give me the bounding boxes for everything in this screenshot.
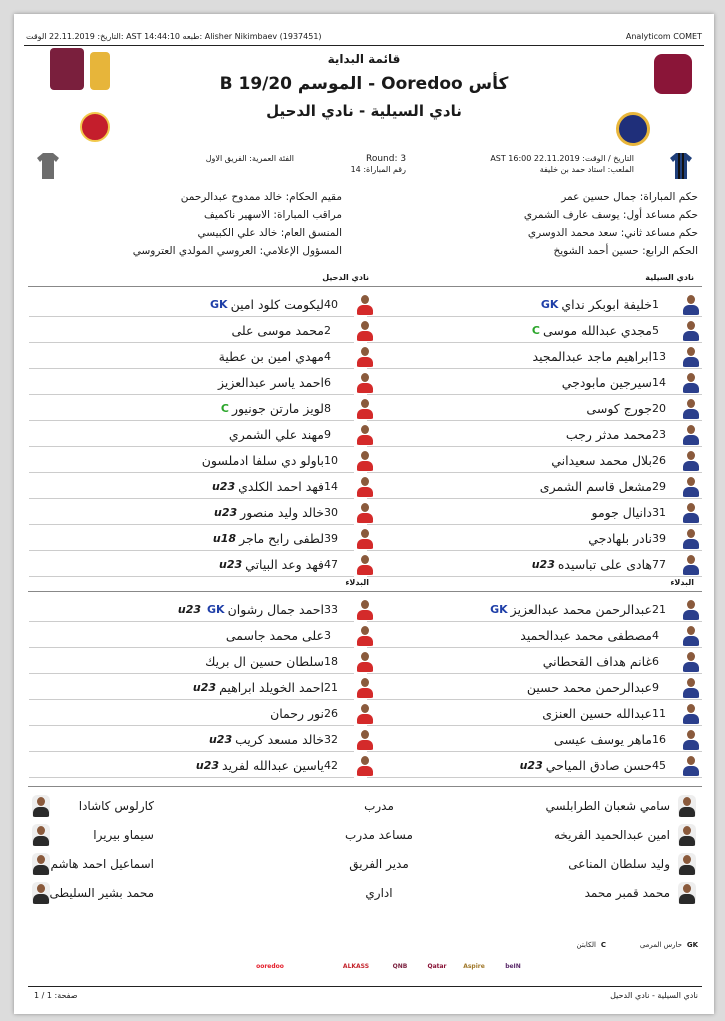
player-photo <box>356 754 374 776</box>
sponsor-ooredoo: ooredoo <box>256 962 284 970</box>
staff-role: اداري <box>365 886 393 900</box>
staff-photo <box>32 824 50 846</box>
home-player-row <box>370 343 700 369</box>
player-photo <box>682 553 700 575</box>
player-name: حسن صادق المياحي <box>545 757 652 773</box>
age-category: الفئة العمرية: الفريق الاول <box>205 154 294 163</box>
home-player-row <box>370 551 700 577</box>
player-photo <box>356 293 374 315</box>
doc-title: قائمة البداية <box>327 52 401 66</box>
shirt-number: 11 <box>652 706 666 720</box>
player-name: ياسين عبدالله لفريد <box>222 757 324 773</box>
player-photo <box>356 702 374 724</box>
player-photo <box>682 293 700 315</box>
home-player-row <box>370 525 700 551</box>
app-name: Analyticom COMET <box>625 32 702 41</box>
player-name: احمد الخويلد ابراهيم <box>219 679 324 695</box>
away-player-row <box>44 343 374 369</box>
player-name: فهد وعد البياتي <box>245 556 324 572</box>
shirt-number: 45 <box>652 758 666 772</box>
player-photo <box>682 754 700 776</box>
away-kit-icon <box>36 152 60 180</box>
shirt-number: 26 <box>652 453 666 467</box>
shirt-number: 39 <box>652 531 666 545</box>
home-player-row <box>370 674 700 700</box>
player-name: سلطان حسين ال بريك <box>205 653 324 669</box>
page-number: صفحة: 1 / 1 <box>34 991 78 1000</box>
player-name: فهد احمد الكلدي <box>238 478 324 494</box>
shirt-number: 39 <box>324 531 338 545</box>
player-photo <box>356 345 374 367</box>
player-photo <box>356 527 374 549</box>
player-name: عبدالرحمن محمد عبدالعزيز <box>510 601 652 617</box>
staff-role: مساعد مدرب <box>345 828 413 842</box>
away-staff-name: اسماعيل احمد هاشم <box>50 857 154 871</box>
player-photo <box>682 676 700 698</box>
shirt-number: 40 <box>324 297 338 311</box>
player-name: عبدالرحمن محمد حسين <box>526 679 652 695</box>
home-player-row <box>370 421 700 447</box>
match-round: Round: 3 <box>366 154 407 164</box>
home-staff-name: محمد قمبر محمد <box>584 886 670 900</box>
player-name: على محمد جاسمى <box>225 627 324 643</box>
player-name: باولو دي سلفا ادملسون <box>201 452 324 468</box>
captain-badge: C <box>220 401 229 415</box>
home-staff-name: سامي شعبان الطرابلسي <box>545 799 670 813</box>
player-photo <box>682 475 700 497</box>
shirt-number: 32 <box>324 732 338 746</box>
age-badge: u23 <box>531 557 555 571</box>
player-photo <box>682 702 700 724</box>
shirt-number: 14 <box>652 375 666 389</box>
home-player-row <box>370 622 700 648</box>
age-badge: u23 <box>519 758 543 772</box>
player-name: غانم هداف القحطاني <box>542 653 652 669</box>
away-player-row <box>44 317 374 343</box>
match-number: رقم المباراة: 14 <box>350 165 406 174</box>
shirt-number: 31 <box>652 505 666 519</box>
goalkeeper-badge: GK <box>210 297 228 311</box>
player-photo <box>682 449 700 471</box>
age-badge: u23 <box>214 505 238 519</box>
home-player-row <box>370 291 700 317</box>
shirt-number: 33 <box>324 602 338 616</box>
player-photo <box>356 624 374 646</box>
player-photo <box>356 553 374 575</box>
shirt-number: 10 <box>324 453 338 467</box>
away-player-row <box>44 648 374 674</box>
age-badge: u23 <box>219 557 243 571</box>
home-staff-name: وليد سلطان المناعى <box>568 857 670 871</box>
age-badge: u23 <box>211 479 236 493</box>
player-photo <box>356 319 374 341</box>
player-photo <box>356 676 374 698</box>
player-photo <box>682 371 700 393</box>
captain-badge: C <box>531 323 540 337</box>
home-player-row <box>370 648 700 674</box>
shirt-number: 5 <box>652 323 659 337</box>
shirt-number: 18 <box>324 654 338 668</box>
away-subs-heading: البدلاء <box>345 578 369 587</box>
match-venue: الملعب: استاد حمد بن خليفة <box>539 165 634 174</box>
staff-photo <box>678 795 696 817</box>
shirt-number: 4 <box>652 628 659 642</box>
age-badge: u23 <box>192 680 217 694</box>
player-photo <box>356 371 374 393</box>
player-name: عبدالله حسين العنزى <box>542 705 652 721</box>
shirt-number: 9 <box>652 680 659 694</box>
player-photo <box>682 501 700 523</box>
shirt-number: 1 <box>652 297 659 311</box>
shirt-number: 29 <box>652 479 666 493</box>
player-name: محمد موسى على <box>231 322 324 338</box>
sponsor-qnb: QNB <box>392 962 408 970</box>
home-player-row <box>370 395 700 421</box>
shirt-number: 2 <box>324 323 331 337</box>
away-player-row <box>44 447 374 473</box>
match-date: التاريخ / الوقت: 22.11.2019 AST 16:00 <box>490 154 634 163</box>
shirt-number: 3 <box>324 628 331 642</box>
player-name: سيرجين مابودجي <box>561 374 652 390</box>
age-badge: u23 <box>208 732 233 746</box>
shirt-number: 6 <box>324 375 331 389</box>
away-staff-name: محمد بشير السليطى <box>49 886 154 900</box>
away-player-row <box>44 395 374 421</box>
home-staff-name: امين عبدالحميد الفريخه <box>553 828 670 842</box>
player-photo <box>682 345 700 367</box>
age-badge: u18 <box>212 531 237 545</box>
player-name: احمد ياسر عبدالعزيز <box>218 374 324 390</box>
away-player-row <box>44 291 374 317</box>
away-player-row <box>44 525 374 551</box>
away-staff-name: كارلوس كاشادا <box>78 799 154 813</box>
shirt-number: 14 <box>324 479 338 493</box>
player-name: ليكومت كلود امين <box>230 296 324 312</box>
home-player-row <box>370 473 700 499</box>
staff-photo <box>678 882 696 904</box>
shirt-number: 26 <box>324 706 338 720</box>
footer-match: نادي السيلية - نادي الدحيل <box>610 991 698 1000</box>
home-kit-icon <box>669 152 693 180</box>
sponsor-alkass: ALKASS <box>342 962 370 970</box>
shirt-number: 47 <box>324 557 338 571</box>
player-name: دانيال جومو <box>591 504 652 520</box>
shirt-number: 13 <box>652 349 666 363</box>
player-photo <box>682 527 700 549</box>
player-name: مصطفى محمد عبدالحميد <box>520 627 652 643</box>
player-name: مهدي امين بن عطية <box>218 348 324 364</box>
away-player-row <box>44 499 374 525</box>
away-player-row <box>44 700 374 726</box>
staff-role: مدير الفريق <box>349 857 409 871</box>
goalkeeper-badge: GK <box>490 602 508 616</box>
player-name: خالد وليد منصور <box>240 504 324 520</box>
player-name: ماهر يوسف عيسى <box>553 731 652 747</box>
away-player-row <box>44 473 374 499</box>
player-photo <box>356 397 374 419</box>
player-photo <box>356 475 374 497</box>
player-name: نور رحمان <box>270 705 324 721</box>
player-name: مشعل قاسم الشمرى <box>539 478 652 494</box>
staff-photo <box>678 824 696 846</box>
home-player-row <box>370 499 700 525</box>
staff-photo <box>32 882 50 904</box>
player-photo <box>356 728 374 750</box>
shirt-number: 20 <box>652 401 666 415</box>
home-player-row <box>370 700 700 726</box>
home-player-row <box>370 447 700 473</box>
away-player-row <box>44 421 374 447</box>
home-player-row <box>370 317 700 343</box>
player-name: مهند علي الشمري <box>228 426 324 442</box>
officials-right: حكم المباراة: جمال حسين عمر حكم مساعد أول: يوسف عارف الشمري حكم مساعد ثاني: سعد محمد الدوسري الحكم الرابع: حسين أحمد الشويخ <box>523 191 698 257</box>
sponsor-bein: beIN <box>505 962 521 970</box>
away-player-row <box>44 726 374 752</box>
goalkeeper-badge: GK <box>540 297 559 311</box>
away-player-row <box>44 596 374 622</box>
player-photo <box>682 650 700 672</box>
player-photo <box>682 319 700 341</box>
sponsor-aspire: Aspire <box>463 962 485 970</box>
player-name: جورج كوسى <box>586 400 652 416</box>
player-name: مجدي عبدالله موسى <box>542 322 652 338</box>
shirt-number: 30 <box>324 505 338 519</box>
document-page: التاريخ: 22.11.2019 الوقت: AST 14:44:10 طبعه: Alisher Nikimbaev (1937451) Analyticom COMET قائمة البداية كأس Ooredoo - الموسم 19/20 B نادي السيلية - نادي الدحيل التاريخ / الوقت: 22.11.2019 AST 16:00 الملعب: استاد حمد بن خليفة Round: 3 رقم المباراة: 14 الفئة العمرية: الفريق الاول حكم المباراة: جمال حسين عمر حكم مساعد أول: يوسف عارف الشمري حكم مساعد ثاني: سعد محمد الدوسري الحكم الرابع: حسين أحمد الشويخ مقيم الحكام: خالد ممدوح عبدالرحمن مراقب المباراة: الاسهير ناكميف المنسق العام: خالد علي الكبيسي المسؤول الإعلامي: العروسي المولدي العتروسي نادي السيلية نادي الدحيل 1 خليفة ابوبكر نداي GK 5 مجدي عبدالله موسى C 13 ابراهيم ماجد عبدالمجيد 14 سيرجين مابودجي 20 جورج كوسى 23 محمد مدثر رجب 26 بلال محمد سعيداني 29 مشعل قاسم الشمرى 31 دانيال جومو 39 نادر بلهادجي 77 هادى على تباسيده u23 40 ليكومت كلود امين GK 2 محمد موسى على 4 مهدي امين بن عطية 6 احمد ياسر عبدالعزيز 8 لويز مارتن جونيور C 9 مهند علي الشمري 10 باولو دي سلفا ادملسون 14 فهد احمد الكلدي u23 30 خالد وليد منصور u23 39 لطفى رابح ماجر u18 47 فهد وعد البياتي u23 البدلاء البدلاء 21 عبدالرحمن محمد عبدالعزيز GK 4 مصطفى محمد عبدالحميد 6 غانم هداف القحطاني 9 عبدالرحمن محمد حسين 11 عبدالله حسين العنزى 16 ماهر يوسف عيسى 45 حسن صادق المياحي u23 33 احمد جمال رشوان GK u23 3 على محمد جاسمى 18 سلطان حسين ال بريك 21 احمد الخويلد ابراهيم u23 26 نور رحمان 32 خالد مسعد كريب u23 42 ياسين عبدالله لفريد u23 سامي شعبان الطرابلسي مدرب كارلوس كاشادا امين عبدالحميد الفريخه مساعد مدرب سيماو بيريرا وليد سلطان المناعى مدير الفريق اسماعيل احمد هاشم محمد قمبر محمد اداري محمد بشير السليطى GK حارس المرمى C الكابتن ooredoo ALKASS QNB Qatar Aspire beIN نادي السيلية - نادي الدحيل صفحة: 1 / 1 <box>14 14 714 1014</box>
shirt-number: 77 <box>652 557 666 571</box>
shirt-number: 21 <box>324 680 338 694</box>
player-photo <box>356 650 374 672</box>
sponsor-qatar: Qatar <box>427 962 447 970</box>
shirt-number: 16 <box>652 732 666 746</box>
staff-role: مدرب <box>364 799 394 813</box>
shirt-number: 23 <box>652 427 666 441</box>
away-player-row <box>44 752 374 778</box>
player-name: خليفة ابوبكر نداي <box>561 296 652 312</box>
player-name: هادى على تباسيده <box>557 556 652 572</box>
goalkeeper-badge: GK <box>207 602 225 616</box>
home-player-row <box>370 752 700 778</box>
staff-photo <box>678 853 696 875</box>
player-photo <box>356 449 374 471</box>
home-player-row <box>370 726 700 752</box>
home-player-row <box>370 596 700 622</box>
shirt-number: 8 <box>324 401 331 415</box>
print-info: التاريخ: 22.11.2019 الوقت: AST 14:44:10 طبعه: Alisher Nikimbaev (1937451) <box>26 32 322 41</box>
player-photo <box>682 397 700 419</box>
shirt-number: 42 <box>324 758 338 772</box>
player-photo <box>682 624 700 646</box>
player-photo <box>356 501 374 523</box>
staff-photo <box>32 795 50 817</box>
player-photo <box>682 423 700 445</box>
player-name: نادر بلهادجي <box>588 530 652 546</box>
player-name: لويز مارتن جونيور <box>231 400 324 416</box>
home-subs-heading: البدلاء <box>670 578 694 587</box>
officials-left: مقيم الحكام: خالد ممدوح عبدالرحمن مراقب المباراة: الاسهير ناكميف المنسق العام: خالد علي الكبيسي المسؤول الإعلامي: العروسي المولدي العتروسي <box>132 191 342 257</box>
player-name: محمد مدثر رجب <box>565 426 652 442</box>
age-badge: u23 <box>177 602 202 616</box>
home-team-heading: نادي السيلية <box>645 273 694 282</box>
shirt-number: 4 <box>324 349 331 363</box>
player-name: خالد مسعد كريب <box>235 731 324 747</box>
away-team-heading: نادي الدحيل <box>322 273 369 282</box>
player-name: ابراهيم ماجد عبدالمجيد <box>532 348 652 364</box>
away-player-row <box>44 674 374 700</box>
away-player-row <box>44 551 374 577</box>
player-photo <box>356 598 374 620</box>
home-player-row <box>370 369 700 395</box>
competition-title: كأس Ooredoo - الموسم 19/20 B <box>219 74 509 94</box>
shirt-number: 6 <box>652 654 659 668</box>
player-name: لطفى رابح ماجر <box>239 530 324 546</box>
match-title: نادي السيلية - نادي الدحيل <box>266 102 462 120</box>
shirt-number: 21 <box>652 602 666 616</box>
away-staff-name: سيماو بيريرا <box>93 828 154 842</box>
player-name: بلال محمد سعيداني <box>551 452 652 468</box>
player-photo <box>356 423 374 445</box>
player-photo <box>682 728 700 750</box>
age-badge: u23 <box>195 758 220 772</box>
staff-photo <box>32 853 50 875</box>
shirt-number: 9 <box>324 427 331 441</box>
away-player-row <box>44 369 374 395</box>
player-name: احمد جمال رشوان <box>227 601 324 617</box>
away-player-row <box>44 622 374 648</box>
player-photo <box>682 598 700 620</box>
